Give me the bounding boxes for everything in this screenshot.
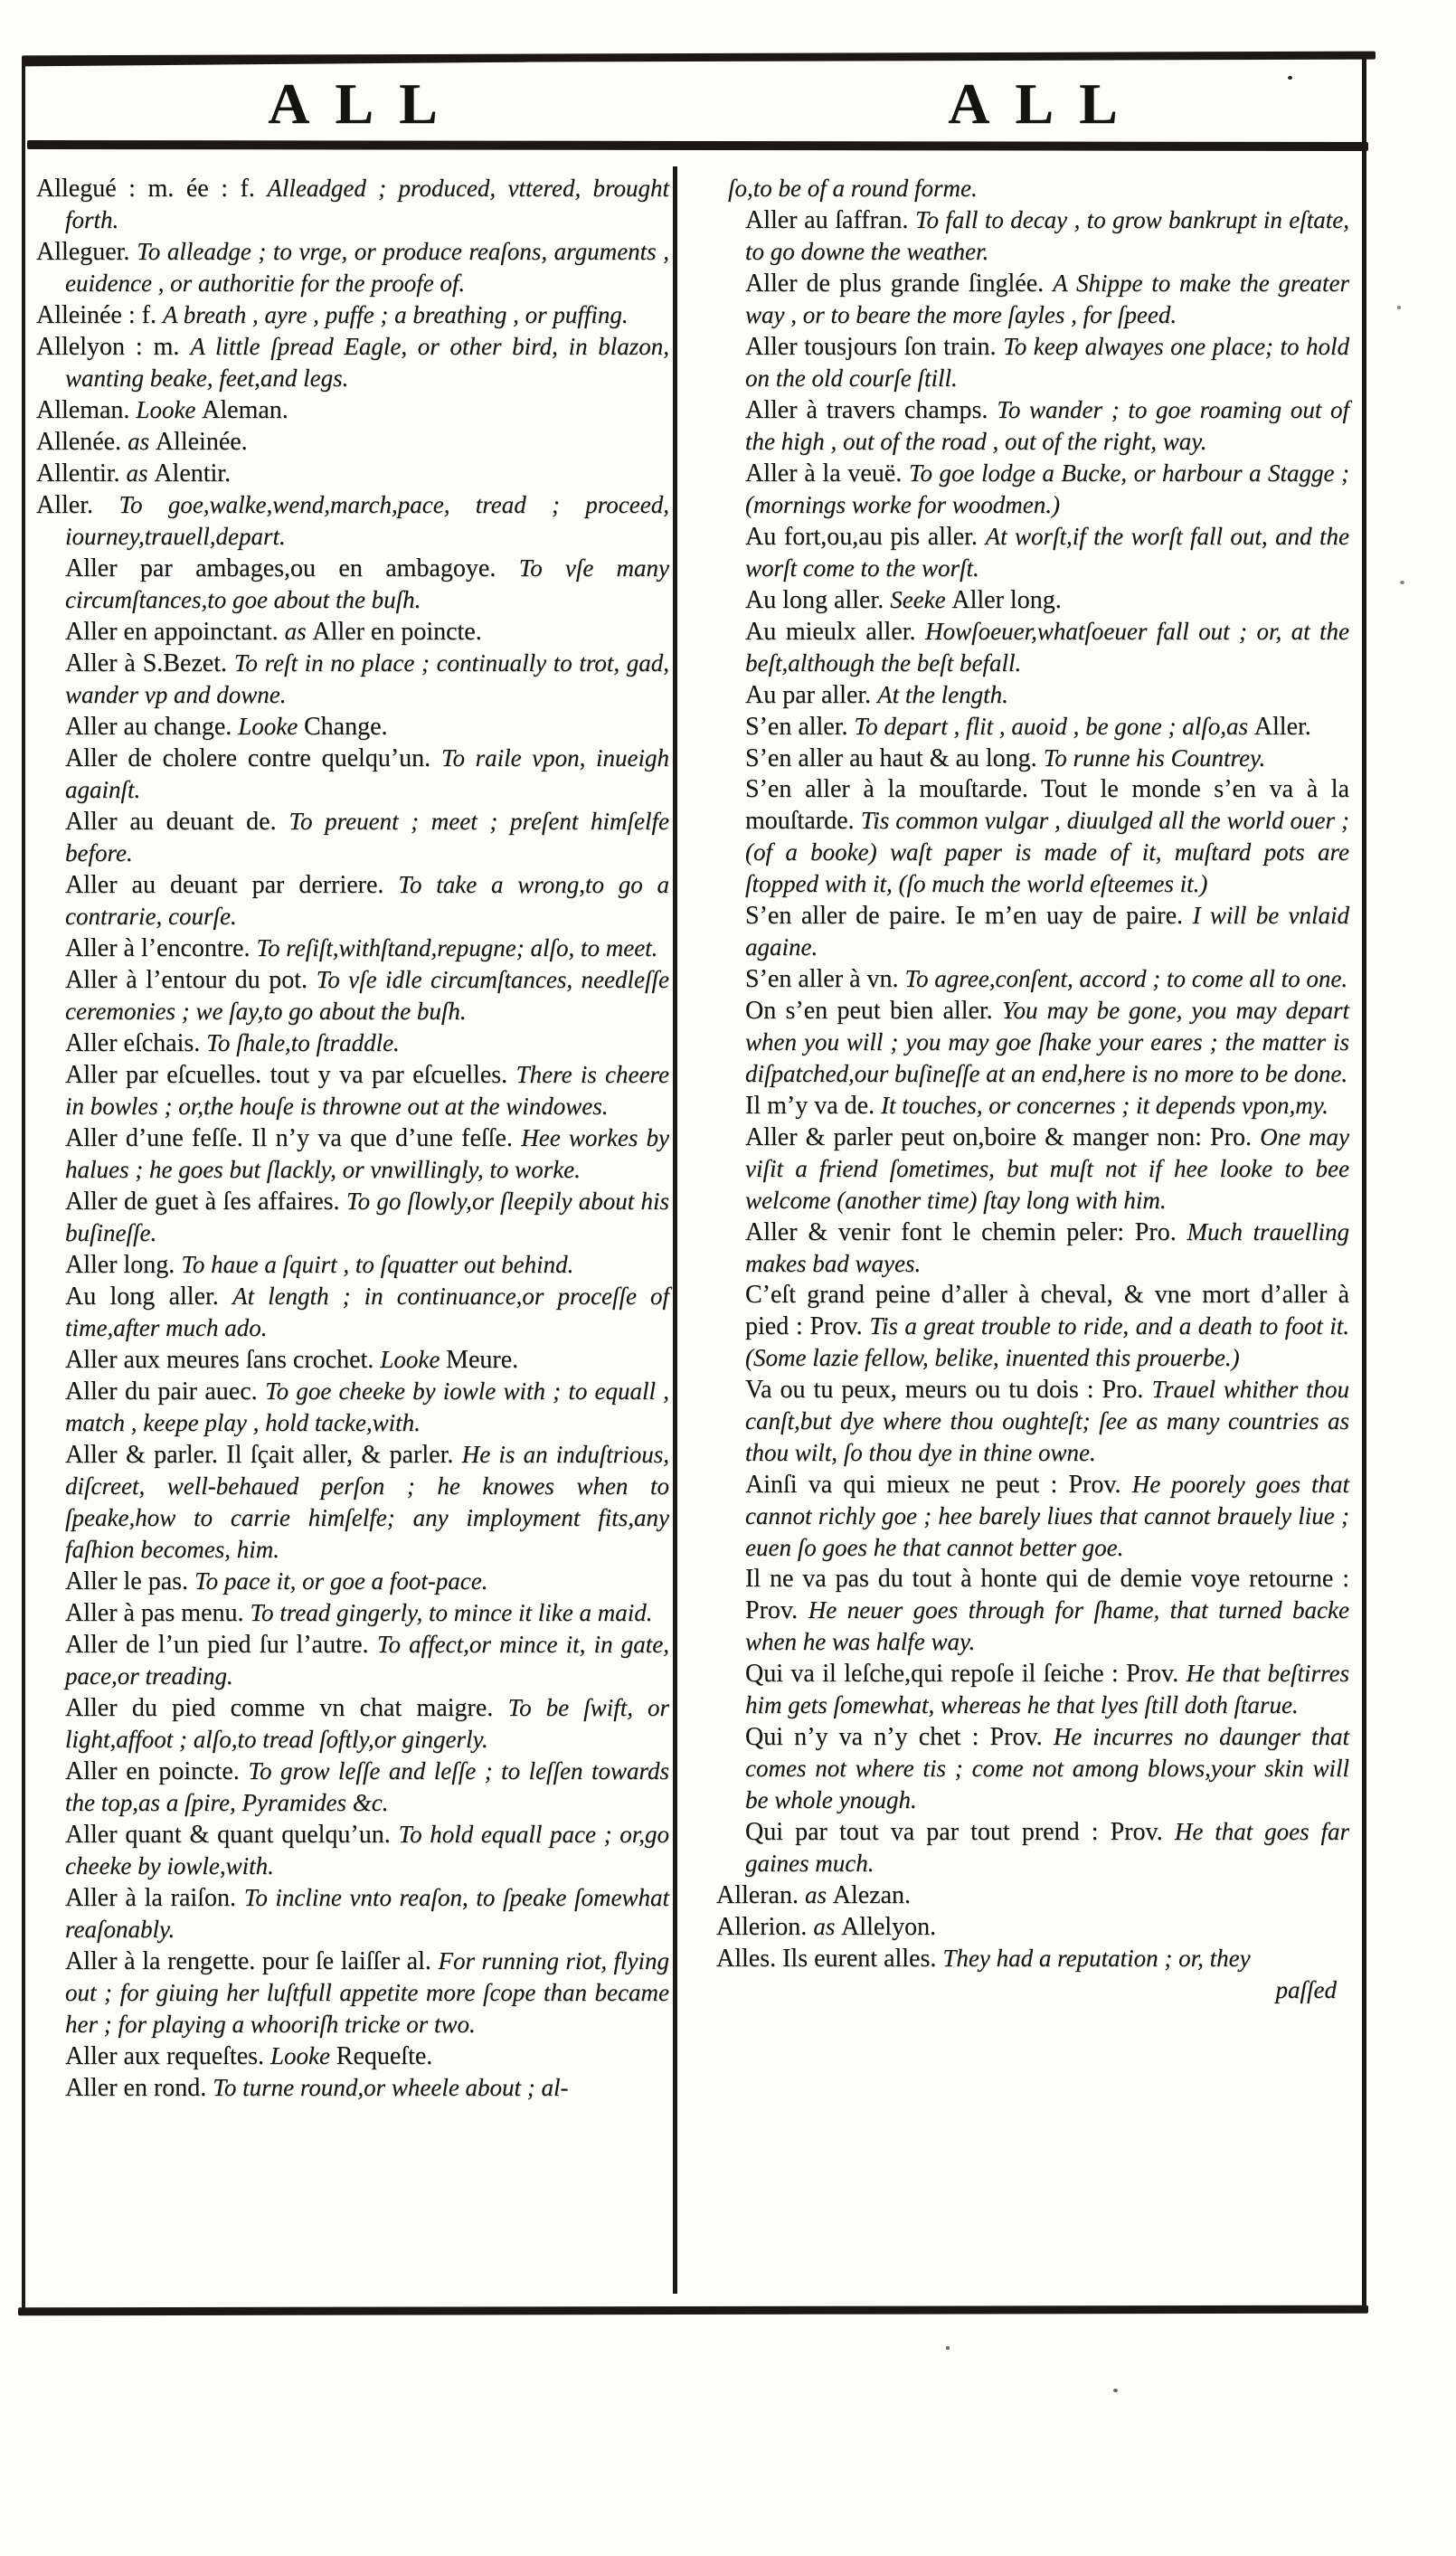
entry-headword-text: S’en aller à vn. [745, 965, 905, 993]
dictionary-entry [36, 1281, 669, 1344]
dictionary-entry [716, 1911, 1349, 1943]
dictionary-entry [36, 616, 669, 648]
entry-headword-text: Allelyon : m. [36, 333, 191, 361]
entry-gloss-text: There is cheere in bowles ; or,the houſe is throwne out at the windowes. [65, 1061, 669, 1120]
entry-gloss-text: I will be vnlaid againe. [745, 902, 1349, 961]
catchword-line [716, 1974, 1349, 2005]
entry-headword-text: Aller du pair auec. [65, 1377, 266, 1406]
entry-headword-text: Aller de cholere contre quelqu’un. [65, 744, 441, 772]
entry-headword-text: Aller à travers champs. [745, 396, 997, 424]
dictionary-entry [716, 204, 1349, 268]
entry-gloss-text: To runne his Countrey. [1043, 744, 1266, 772]
entry-gloss-text: as [284, 618, 313, 645]
dictionary-entry [716, 963, 1349, 995]
dictionary-entry [36, 1597, 669, 1629]
dictionary-entry [36, 1882, 669, 1945]
entry-headword-text: Aller au deuant de. [65, 808, 289, 836]
dictionary-entry [36, 1756, 669, 1819]
left-column [36, 173, 669, 2104]
entry-headword-text: Allegué : m. ée : f. [36, 175, 268, 203]
entry-headword-text: Alleran. [716, 1881, 805, 1909]
entry-headword-text: S’en aller à la mouſtarde. Tout le monde s’en va à la mouſtarde. [745, 775, 1349, 835]
entry-headword-text: Aleman. [202, 396, 288, 424]
dictionary-entry [36, 236, 669, 299]
dictionary-entry [716, 1469, 1349, 1564]
entry-headword-text: Aller en rond. [65, 2074, 213, 2102]
entry-gloss-text: To reſt in no place ; continually to trot, gad, wander vp and downe. [65, 649, 669, 708]
entry-gloss-text: To wander ; to goe roaming out of the high , out of the road , out of the right, way. [745, 396, 1349, 455]
entry-headword-text: Au mieulx aller. [745, 618, 926, 646]
entry-gloss-text: To vſe idle circumſtances, needleſſe ceremonies ; we ſay,to go about the buſh. [65, 966, 669, 1025]
dictionary-entry [716, 1879, 1349, 1911]
dictionary-entry [716, 995, 1349, 1090]
entry-headword-text: Requeſte. [336, 2042, 433, 2070]
dictionary-entry [716, 394, 1349, 458]
entry-headword-text: Aller par ambages,ou en ambagoye. [65, 554, 519, 582]
dictionary-entry [716, 1280, 1349, 1374]
entry-gloss-text: At length ; in continuance,or proceſſe of time,after much ado. [65, 1283, 669, 1341]
dictionary-entry [36, 1027, 669, 1059]
entry-headword-text: Aller en poincte. [65, 1757, 249, 1785]
dictionary-entry [36, 1629, 669, 1692]
entry-headword-text: Aller le pas. [65, 1567, 195, 1595]
page-border-right [1362, 56, 1366, 2305]
bottom-rule [18, 2305, 1368, 2316]
entry-gloss-text: as [804, 1881, 833, 1908]
dictionary-entry [716, 1721, 1349, 1816]
dictionary-entry [36, 426, 669, 458]
entry-headword-text: Aller de plus grande ſinglée. [745, 270, 1054, 298]
entry-gloss-text: as [126, 459, 155, 487]
dictionary-entry [36, 1692, 669, 1756]
ink-speck [1288, 76, 1292, 80]
entry-headword-text: Aller à la raiſon. [65, 1884, 244, 1912]
entry-gloss-text: To raile vpon, inueigh againſt. [65, 744, 669, 803]
entry-gloss-text: It touches, or concernes ; it depends vpon,my. [881, 1092, 1328, 1119]
entry-gloss-text: They had a reputation ; or, they [942, 1945, 1251, 1972]
entry-headword-text: Aller au deuant par derriere. [65, 871, 399, 899]
running-head-right: ALL [948, 71, 1143, 136]
dictionary-entry [36, 964, 669, 1027]
entry-headword-text: Aller de guet à ſes affaires. [65, 1188, 347, 1216]
dictionary-entry [36, 2040, 669, 2072]
dictionary-entry [36, 489, 669, 553]
entry-headword-text: Qui par tout va par tout prend : Prov. [745, 1818, 1175, 1846]
entry-gloss-text: ſo,to be of a round forme. [728, 175, 978, 202]
entry-gloss-text: One may viſit a friend ſometimes, but muſt not if hee looke to bee welcome (another time) ſtay long with him. [745, 1123, 1349, 1214]
entry-gloss-text: He poorely goes that cannot richly goe ; hee barely liues that cannot brauely liue ; euen ſo goes he that cannot better goe. [745, 1471, 1349, 1561]
entry-headword-text: Alezan. [832, 1881, 912, 1909]
entry-gloss-text: as [813, 1913, 842, 1940]
dictionary-entry [36, 1376, 669, 1439]
dictionary-entry [36, 1344, 669, 1376]
entry-headword-text: Qui va il leſche,qui repoſe il ſeiche : Prov. [745, 1660, 1187, 1688]
page-border-left [22, 57, 25, 2314]
entry-headword-text: Aller à la veuë. [745, 459, 909, 488]
dictionary-entry [36, 1186, 669, 1249]
entry-headword-text: Aller en appoinctant. [65, 618, 285, 646]
header-rule [27, 140, 1368, 151]
entry-headword-text: Meure. [446, 1346, 519, 1374]
entry-gloss-text: To haue a ſquirt , to ſquatter out behind. [181, 1251, 574, 1278]
entry-gloss-text: Looke [136, 396, 203, 423]
entry-gloss-text: At the length. [877, 681, 1008, 708]
entry-gloss-text: To tread gingerly, to mince it like a maid. [250, 1599, 653, 1626]
entry-gloss-text: Trauel whither thou canſt,but dye where thou oughteſt; ſee as many countries as thou wilt, ſo thou dye in thine owne. [745, 1376, 1350, 1466]
entry-gloss-text: A breath , ayre , puffe ; a breathing , or puffing. [162, 301, 629, 328]
dictionary-entry [716, 900, 1349, 963]
dictionary-entry [36, 299, 669, 331]
ink-speck [1397, 306, 1401, 309]
dictionary-entry [36, 743, 669, 806]
entry-headword-text: Aller à l’entour du pot. [65, 966, 317, 994]
entry-headword-text: Qui n’y va n’y chet : Prov. [745, 1723, 1054, 1751]
entry-gloss-text: He neuer goes through for ſhame, that turned backe when he was halfe way. [745, 1596, 1349, 1655]
dictionary-entry [716, 711, 1349, 743]
entry-headword-text: Aller aux meures ſans crochet. [65, 1346, 381, 1374]
entry-headword-text: Change. [303, 713, 388, 741]
dictionary-entry [716, 1658, 1349, 1721]
entry-headword-text: Aller par eſcuelles. tout y va par eſcuelles. [65, 1061, 516, 1089]
entry-headword-text: Alles. Ils eurent alles. [716, 1945, 943, 1973]
entry-gloss-text: A little ſpread Eagle, or other bird, in blazon, wanting beake, feet,and legs. [65, 333, 670, 392]
entry-headword-text: Aller d’une feſſe. Il n’y va que d’une feſſe. [65, 1124, 522, 1152]
dictionary-entry [716, 1090, 1349, 1122]
entry-gloss-text: To goe cheeke by iowle with ; to equall , match , keepe play , hold tacke,with. [65, 1377, 669, 1436]
dictionary-entry [36, 1566, 669, 1597]
dictionary-entry [36, 932, 669, 964]
entry-headword-text: Allerion. [716, 1913, 814, 1941]
entry-gloss-text: A Shippe to make the greater way , or to beare the more ſayles , for ſpeed. [745, 270, 1349, 328]
dictionary-entry [36, 1059, 669, 1122]
dictionary-entry [36, 648, 669, 711]
entry-gloss-text: To be ſwift, or light,affoot ; alſo,to tread ſoftly,or gingerly. [65, 1694, 669, 1753]
entry-gloss-text: To affect,or mince it, in gate, pace,or treading. [65, 1631, 669, 1690]
dictionary-entry [716, 268, 1349, 331]
dictionary-entry [716, 679, 1349, 711]
entry-gloss-text: To turne round,or wheele about ; al- [213, 2074, 569, 2101]
ink-speck [946, 2346, 950, 2350]
dictionary-entry [36, 553, 669, 616]
entry-gloss-text: He that goes far gaines much. [745, 1818, 1349, 1877]
dictionary-entry [36, 458, 669, 489]
entry-gloss-text: Tis a great trouble to ride, and a death to foot it. (Some lazie fellow, belike, inuented this prouerbe.) [745, 1312, 1349, 1371]
dictionary-entry [716, 1216, 1349, 1280]
entry-gloss-text: To go ſlowly,or ſleepily about his buſineſſe. [65, 1188, 669, 1246]
entry-headword-text: S’en aller. [745, 713, 855, 741]
entry-headword-text: Aller tousjours ſon train. [745, 333, 1004, 361]
entry-headword-text: C’eſt grand peine d’aller à cheval, & vne mort d’aller à pied : Prov. [745, 1281, 1349, 1340]
entry-gloss-text: You may be gone, you may depart when you will ; you may goe ſhake your eares ; the matter is diſpatched,our buſineſſe at an end,here is no more to be done. [745, 997, 1349, 1087]
entry-gloss-text: He that beſtirres him gets ſomewhat, whereas he that lyes ſtill doth ſtarue. [745, 1660, 1350, 1718]
entry-gloss-text: To hold equall pace ; or,go cheeke by iowle,with. [65, 1821, 669, 1879]
entry-gloss-text: To depart , flit , auoid , be gone ; alſo,as [854, 713, 1254, 740]
entry-headword-text: Aller de l’un pied ſur l’autre. [65, 1631, 377, 1659]
dictionary-entry [716, 616, 1349, 679]
dictionary-entry [716, 1816, 1349, 1879]
entry-headword-text: Au fort,ou,au pis aller. [745, 523, 986, 551]
entry-headword-text: Aller à la rengette. pour ſe laiſſer al. [65, 1947, 439, 1975]
entry-gloss-text: Looke [238, 713, 304, 740]
entry-headword-text: Aller à l’encontre. [65, 934, 257, 962]
dictionary-entry [36, 173, 669, 236]
entry-gloss-text: Looke [380, 1346, 447, 1373]
entry-headword-text: Aller aux requeſtes. [65, 2042, 271, 2070]
entry-headword-text: Ainſi va qui mieux ne peut : Prov. [745, 1471, 1132, 1499]
entry-headword-text: Aller. [36, 491, 119, 519]
entry-headword-text: Aller long. [951, 586, 1062, 614]
entry-headword-text: Allenée. [36, 428, 128, 456]
dictionary-entry [716, 331, 1349, 394]
entry-headword-text: Aller long. [65, 1251, 182, 1279]
entry-gloss-text: To preuent ; meet ; preſent himſelfe before. [65, 808, 669, 866]
entry-headword-text: Aller à S.Bezet. [65, 649, 234, 677]
dictionary-entry [36, 1819, 669, 1882]
dictionary-entry [716, 1122, 1349, 1216]
entry-headword-text: Va ou tu peux, meurs ou tu dois : Pro. [745, 1376, 1152, 1404]
entry-gloss-text: Tis common vulgar , diuulged all the world ouer ; (of a booke) waſt paper is made of it, muſtard pots are ſtopped with it, (ſo much the world eſteemes it.) [745, 807, 1349, 897]
entry-gloss-text: Alleadged ; produced, vttered, brought forth. [65, 175, 669, 233]
entry-headword-text: Alleinée. [155, 428, 248, 456]
dictionary-entry [36, 711, 669, 743]
dictionary-entry [716, 774, 1349, 900]
entry-gloss-text: Seeke [890, 586, 952, 613]
dictionary-entry [716, 173, 1349, 204]
entry-gloss-text: Much trauelling makes bad wayes. [745, 1218, 1349, 1277]
entry-gloss-text: For running riot, flying out ; for giuing her luſtfull appetite more ſcope than became her ; for playing a whooriſh tricke or two. [65, 1947, 669, 2038]
entry-gloss-text: At worſt,if the worſt fall out, and the worſt come to the worſt. [745, 523, 1349, 582]
dictionary-entry [36, 2072, 669, 2104]
ink-speck [1400, 581, 1404, 584]
entry-headword-text: Allentir. [36, 459, 127, 488]
dictionary-entry [36, 1122, 669, 1186]
entry-gloss-text: To vſe many circumſtances,to goe about the buſh. [65, 554, 669, 613]
ink-speck [1113, 2389, 1118, 2392]
entry-headword-text: On s’en peut bien aller. [745, 997, 1002, 1025]
entry-headword-text: Aller en poincte. [312, 618, 482, 646]
entry-headword-text: Aller au change. [65, 713, 239, 741]
right-column [716, 173, 1349, 2005]
dictionary-entry [716, 1564, 1349, 1658]
dictionary-entry [716, 584, 1349, 616]
dictionary-entry [716, 743, 1349, 774]
entry-gloss-text: To ſhale,to ſtraddle. [206, 1029, 400, 1056]
dictionary-entry [36, 331, 669, 394]
entry-gloss-text: He is an induſtrious, diſcreet, well-behaued perſon ; he knowes when to ſpeake,how to carrie himſelfe; any imployment fits,any faſhion becomes, him. [65, 1441, 670, 1563]
entry-gloss-text: To goe lodge a Bucke, or harbour a Stagge ; (mornings worke for woodmen.) [745, 459, 1349, 518]
entry-gloss-text: To pace it, or goe a foot-pace. [194, 1567, 488, 1595]
entry-headword-text: Aller. [1253, 713, 1311, 741]
entry-headword-text: Aller & parler. Il ſçait aller, & parler. [65, 1441, 462, 1469]
dictionary-entry [716, 458, 1349, 521]
dictionary-entry [36, 869, 669, 932]
entry-headword-text: Aller & venir font le chemin peler: Pro. [745, 1218, 1187, 1246]
entry-headword-text: S’en aller de paire. Ie m’en uay de paire. [745, 902, 1193, 930]
entry-gloss-text: He incurres no daunger that comes not where tis ; come not among blows,your skin will be whole ynough. [745, 1723, 1349, 1813]
dictionary-entry [36, 806, 669, 869]
running-head-left: ALL [268, 71, 463, 136]
dictionary-entry [36, 394, 669, 426]
entry-gloss-text: To fall to decay , to grow bankrupt in eſtate, to go downe the weather. [745, 206, 1350, 265]
dictionary-entry [716, 1374, 1349, 1469]
dictionary-entry [36, 1439, 669, 1566]
entry-headword-text: Il m’y va de. [745, 1092, 882, 1120]
dictionary-entry [716, 521, 1349, 584]
entry-gloss-text: To take a wrong,to go a contrarie, courſe. [65, 871, 669, 930]
entry-headword-text: Aller du pied comme vn chat maigre. [65, 1694, 508, 1722]
entry-headword-text: Aller & parler peut on,boire & manger non: Pro. [745, 1123, 1261, 1151]
entry-headword-text: Il ne va pas du tout à honte qui de demie voye retourne : Prov. [745, 1565, 1349, 1624]
entry-gloss-text: To grow leſſe and leſſe ; to leſſen towards the top,as a ſpire, Pyramides &c. [65, 1757, 670, 1816]
dictionary-entry [36, 1249, 669, 1281]
entry-gloss-text: Howſoeuer,whatſoeuer fall out ; or, at the beſt,although the beſt befall. [745, 618, 1349, 677]
entry-headword-text: Au long aller. [65, 1283, 233, 1311]
dictionary-entry [716, 1943, 1349, 1974]
entry-headword-text: Aller quant & quant quelqu’un. [65, 1821, 399, 1849]
entry-headword-text: Aller eſchais. [65, 1029, 207, 1057]
column-divider-rule [673, 166, 677, 2294]
entry-gloss-text: Hee workes by halues ; he goes but ſlackly, or vnwillingly, to worke. [65, 1124, 669, 1183]
entry-gloss-text: To alleadge ; to vrge, or produce reaſons, arguments , euidence , or authoritie for the proofe of. [65, 238, 669, 297]
entry-headword-text: Au par aller. [745, 681, 878, 709]
entry-gloss-text: To goe,walke,wend,march,pace, tread ; proceed, iourney,trauell,depart. [65, 491, 669, 550]
entry-headword-text: Aller à pas menu. [65, 1599, 251, 1627]
entry-gloss-text: To reſiſt,withſtand,repugne; alſo, to meet. [256, 934, 658, 961]
dictionary-entry [36, 1945, 669, 2040]
catchword: paſſed [1275, 1976, 1337, 2003]
entry-gloss-text: To agree,conſent, accord ; to come all to one. [904, 965, 1348, 992]
entry-headword-text: Alleguer. [36, 238, 137, 266]
entry-headword-text: Aller au ſaffran. [745, 206, 915, 234]
entry-headword-text: Au long aller. [745, 586, 891, 614]
entry-headword-text: Alentir. [154, 459, 232, 488]
entry-gloss-text: as [128, 428, 156, 455]
entry-gloss-text: To keep alwayes one place; to hold on the old courſe ſtill. [745, 333, 1350, 392]
entry-gloss-text: Looke [270, 2042, 336, 2069]
entry-gloss-text: To incline vnto reaſon, to ſpeake ſomewhat reaſonably. [65, 1884, 669, 1943]
entry-headword-text: S’en aller au haut & au long. [745, 744, 1044, 772]
entry-headword-text: Alleman. [36, 396, 137, 424]
entry-headword-text: Allelyon. [841, 1913, 937, 1941]
entry-headword-text: Alleinée : f. [36, 301, 163, 329]
